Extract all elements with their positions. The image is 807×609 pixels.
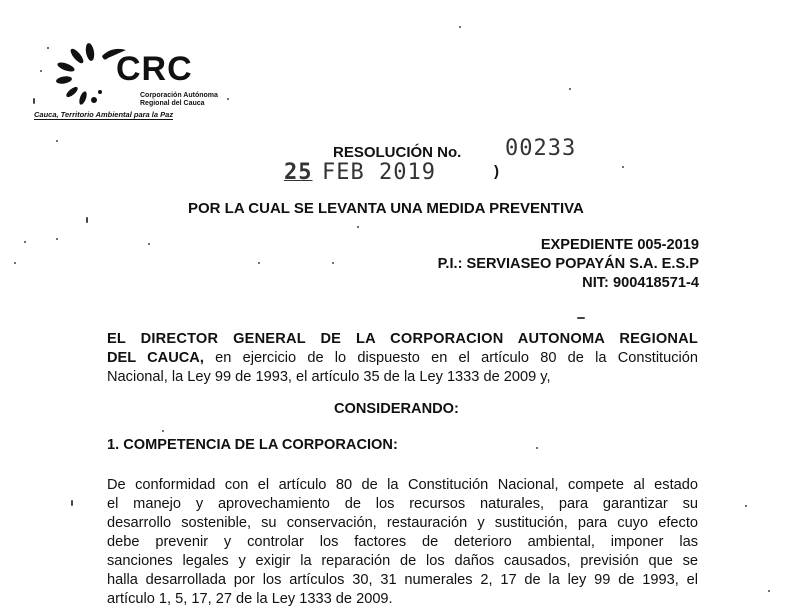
document-subject: POR LA CUAL SE LEVANTA UNA MEDIDA PREVENTIVA (188, 200, 584, 217)
stamp-month-year: FEB 2019 (322, 160, 436, 185)
expediente: EXPEDIENTE 005-2019 (540, 237, 699, 253)
section-1-line-2: el manejo y aprovechamiento de los recursos naturales, para garantizar su (107, 496, 698, 512)
scan-speck (40, 70, 42, 72)
stamp-day: 25 (284, 160, 313, 185)
scan-speck (459, 26, 461, 28)
section-1-line-7: artículo 1, 5, 17, 27 de la Ley 1333 de 2009. (107, 591, 393, 607)
scan-speck (622, 166, 624, 168)
intro-line-2-rest: en ejercicio de lo dispuesto en el artículo 80 de la Constitución (203, 350, 699, 366)
resolution-label: RESOLUCIÓN No. (333, 144, 462, 161)
section-1-line-1: De conformidad con el artículo 80 de la Constitución Nacional, compete al estado (107, 477, 698, 493)
crc-logo (34, 40, 218, 122)
closing-paren: ) (494, 163, 499, 180)
scan-speck (577, 317, 585, 319)
section-1-line-6: halla desarrollada por los artículos 30, 31 numerales 2, 17 de la ley 99 de 1993, el (107, 572, 698, 588)
logo-subtitle-2: Regional del Cauca (140, 100, 205, 107)
scan-speck (56, 140, 58, 142)
scan-speck (56, 238, 58, 240)
logo-tagline: Cauca, Territorio Ambiental para la Paz (34, 110, 174, 119)
presunto-infractor: P.I.: SERVIASEO POPAYÁN S.A. E.S.P (437, 256, 699, 272)
logo-acronym: CRC (116, 50, 193, 88)
nit: NIT: 900418571-4 (582, 275, 699, 291)
section-1-heading: 1. COMPETENCIA DE LA CORPORACION: (107, 437, 398, 453)
logo-subtitle-1: Corporación Autónoma (140, 92, 218, 99)
scan-speck (745, 505, 747, 507)
scan-speck (33, 98, 35, 104)
intro-line-1: EL DIRECTOR GENERAL DE LA CORPORACION AUTONOMA REGIONAL (107, 331, 698, 347)
scan-speck (258, 262, 260, 264)
scan-speck (227, 98, 229, 100)
scan-speck (47, 47, 49, 49)
section-1-line-4: debe prevenir y controlar los factores de deterioro ambiental, imponer las (107, 534, 698, 550)
resolution-number: 00233 (505, 136, 577, 161)
scan-speck (14, 262, 16, 264)
scan-speck (71, 500, 73, 506)
intro-line-3: Nacional, la Ley 99 de 1993, el artículo 35 de la Ley 1333 de 2009 y, (107, 369, 551, 385)
scan-speck (357, 226, 359, 228)
scan-speck (768, 590, 770, 592)
scan-speck (162, 430, 164, 432)
scan-speck (536, 447, 538, 449)
section-1-line-3: desarrollo sostenible, su conservación, restauración y sustitución, para cuyo efecto (107, 515, 698, 531)
section-1-line-5: sanciones legales y exigir la reparación de los daños causados, previsión que se (107, 553, 698, 569)
scan-speck (24, 241, 26, 243)
scan-speck (332, 262, 334, 264)
scan-speck (148, 243, 150, 245)
scan-speck (86, 217, 88, 223)
intro-line-2 (107, 349, 698, 368)
intro-line-2-bold: DEL CAUCA, (107, 350, 204, 366)
considerando-heading: CONSIDERANDO: (334, 401, 459, 417)
scan-speck (569, 88, 571, 90)
